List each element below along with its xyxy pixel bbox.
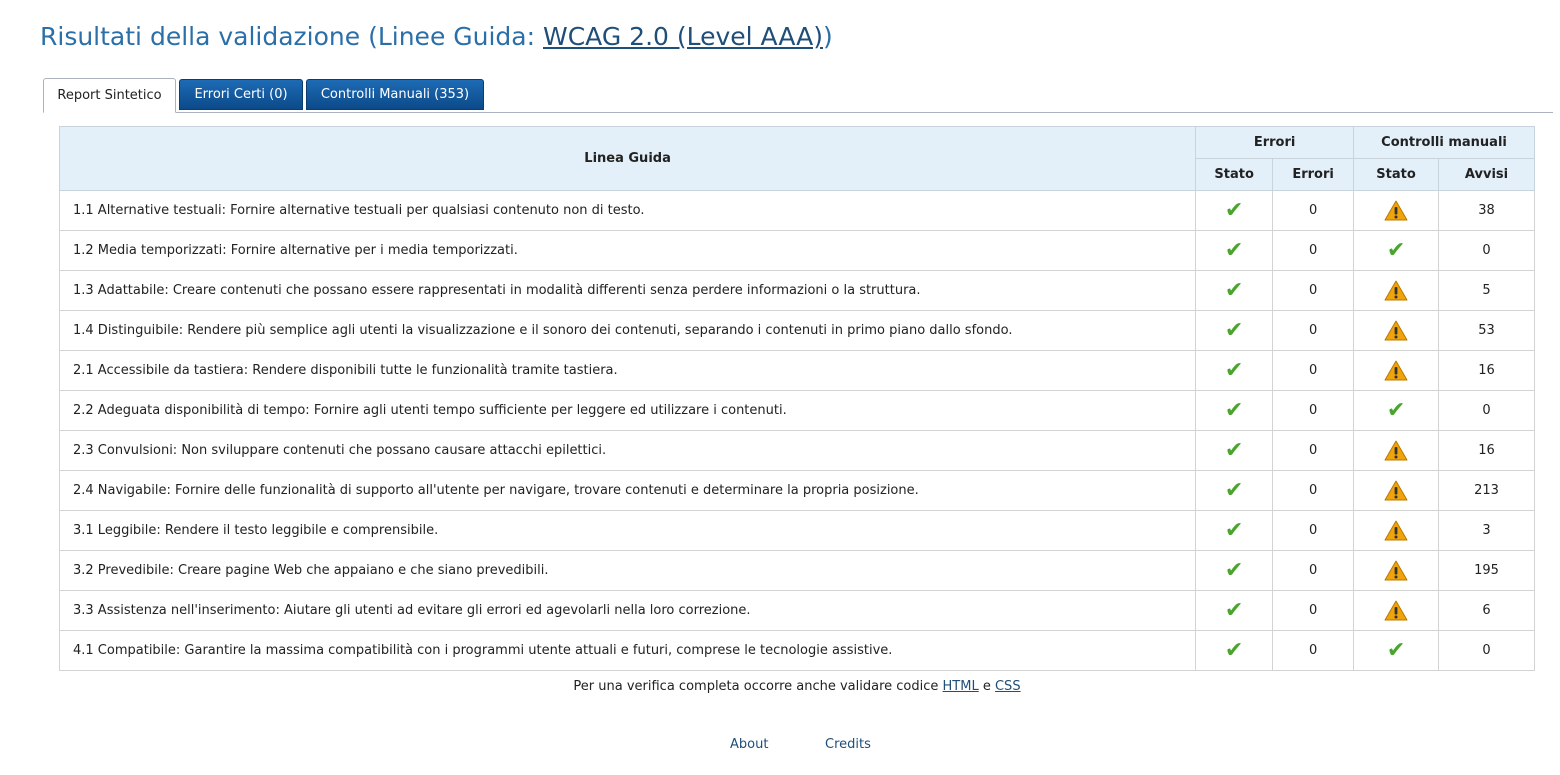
table-row <box>60 511 1535 551</box>
table-row <box>60 591 1535 631</box>
validation-note <box>0 679 1560 694</box>
errors-count-cell: 0 <box>1273 231 1354 271</box>
warnings-count-cell: 0 <box>1439 631 1535 671</box>
tab-report-sintetico[interactable]: Report Sintetico <box>43 78 176 113</box>
warnings-count-cell: 16 <box>1439 351 1535 391</box>
table-row <box>60 431 1535 471</box>
table-row <box>60 311 1535 351</box>
header-stato-errors: Stato <box>1196 159 1273 191</box>
check-icon: ✔ <box>1224 277 1244 303</box>
guideline-cell: 2.4 Navigabile: Fornire delle funzionalità di supporto all'utente per navigare, trovare contenuti e determinare la propria posizione. <box>60 471 1196 511</box>
header-errors-group: Errori <box>1196 127 1354 159</box>
errors-count-cell: 0 <box>1273 511 1354 551</box>
errors-count-cell: 0 <box>1273 431 1354 471</box>
note-and: e <box>978 679 995 694</box>
html-validator-link[interactable]: HTML <box>942 679 979 694</box>
header-guideline: Linea Guida <box>60 127 1196 191</box>
guideline-cell: 1.2 Media temporizzati: Fornire alternative per i media temporizzati. <box>60 231 1196 271</box>
guideline-cell: 1.4 Distinguibile: Rendere più semplice agli utenti la visualizzazione e il sonoro dei contenuti, separando i contenuti in primo piano dallo sfondo. <box>60 311 1196 351</box>
guideline-cell: 2.2 Adeguata disponibilità di tempo: Fornire agli utenti tempo sufficiente per leggere ed utilizzare i contenuti. <box>60 391 1196 431</box>
title-prefix: Risultati della validazione (Linee Guida: <box>40 22 543 51</box>
check-icon: ✔ <box>1224 517 1244 543</box>
tab-errori-certi[interactable]: Errori Certi (0) <box>179 79 303 110</box>
warning-icon <box>1384 560 1408 581</box>
table-row <box>60 551 1535 591</box>
warning-icon <box>1384 200 1408 221</box>
table-row <box>60 271 1535 311</box>
check-icon: ✔ <box>1224 397 1244 423</box>
warnings-count-cell: 5 <box>1439 271 1535 311</box>
status-cell <box>1354 351 1439 391</box>
status-cell <box>1354 511 1439 551</box>
guideline-cell: 2.3 Convulsioni: Non sviluppare contenuti che possano causare attacchi epilettici. <box>60 431 1196 471</box>
table-row <box>60 231 1535 271</box>
summary-table <box>59 126 1535 671</box>
header-stato-manual: Stato <box>1354 159 1439 191</box>
guideline-cell: 1.1 Alternative testuali: Fornire alternative testuali per qualsiasi contenuto non di testo. <box>60 191 1196 231</box>
note-text: Per una verifica completa occorre anche validare codice <box>573 679 943 694</box>
warnings-count-cell: 16 <box>1439 431 1535 471</box>
status-cell <box>1196 511 1273 551</box>
warning-icon <box>1384 520 1408 541</box>
table-row <box>60 191 1535 231</box>
guideline-cell: 3.1 Leggibile: Rendere il testo leggibile e comprensibile. <box>60 511 1196 551</box>
table-row <box>60 351 1535 391</box>
status-cell <box>1196 551 1273 591</box>
check-icon: ✔ <box>1224 437 1244 463</box>
header-errori: Errori <box>1273 159 1354 191</box>
css-validator-link[interactable]: CSS <box>994 679 1021 694</box>
errors-count-cell: 0 <box>1273 471 1354 511</box>
guideline-link[interactable]: WCAG 2.0 (Level AAA) <box>543 22 824 51</box>
header-avvisi: Avvisi <box>1439 159 1535 191</box>
page-title <box>40 22 833 51</box>
check-icon: ✔ <box>1224 597 1244 623</box>
check-icon: ✔ <box>1386 397 1406 423</box>
warnings-count-cell: 195 <box>1439 551 1535 591</box>
about-link[interactable]: About <box>730 737 769 752</box>
check-icon: ✔ <box>1386 637 1406 663</box>
status-cell <box>1354 311 1439 351</box>
guideline-cell: 2.1 Accessibile da tastiera: Rendere disponibili tutte le funzionalità tramite tastiera. <box>60 351 1196 391</box>
table-row <box>60 391 1535 431</box>
tab-controlli-manuali[interactable]: Controlli Manuali (353) <box>306 79 484 110</box>
warnings-count-cell: 3 <box>1439 511 1535 551</box>
status-cell <box>1354 391 1439 431</box>
check-icon: ✔ <box>1224 197 1244 223</box>
warnings-count-cell: 0 <box>1439 391 1535 431</box>
warning-icon <box>1384 440 1408 461</box>
errors-count-cell: 0 <box>1273 351 1354 391</box>
guideline-cell: 4.1 Compatibile: Garantire la massima compatibilità con i programmi utente attuali e futuri, comprese le tecnologie assistive. <box>60 631 1196 671</box>
guideline-cell: 3.3 Assistenza nell'inserimento: Aiutare gli utenti ad evitare gli errori ed agevolarli nella loro correzione. <box>60 591 1196 631</box>
errors-count-cell: 0 <box>1273 391 1354 431</box>
status-cell <box>1196 591 1273 631</box>
status-cell <box>1196 311 1273 351</box>
credits-link[interactable]: Credits <box>825 737 871 752</box>
warnings-count-cell: 213 <box>1439 471 1535 511</box>
warnings-count-cell: 38 <box>1439 191 1535 231</box>
errors-count-cell: 0 <box>1273 191 1354 231</box>
check-icon: ✔ <box>1224 477 1244 503</box>
status-cell <box>1196 271 1273 311</box>
status-cell <box>1354 191 1439 231</box>
guideline-cell: 1.3 Adattabile: Creare contenuti che possano essere rappresentati in modalità differenti senza perdere informazioni o la struttura. <box>60 271 1196 311</box>
warnings-count-cell: 6 <box>1439 591 1535 631</box>
check-icon: ✔ <box>1224 357 1244 383</box>
check-icon: ✔ <box>1224 557 1244 583</box>
check-icon: ✔ <box>1224 237 1244 263</box>
guideline-cell: 3.2 Prevedibile: Creare pagine Web che appaiano e che siano prevedibili. <box>60 551 1196 591</box>
status-cell <box>1196 231 1273 271</box>
tab-bar <box>43 78 1553 113</box>
check-icon: ✔ <box>1224 317 1244 343</box>
errors-count-cell: 0 <box>1273 271 1354 311</box>
status-cell <box>1196 471 1273 511</box>
status-cell <box>1196 191 1273 231</box>
errors-count-cell: 0 <box>1273 591 1354 631</box>
warning-icon <box>1384 280 1408 301</box>
status-cell <box>1196 431 1273 471</box>
status-cell <box>1196 351 1273 391</box>
warnings-count-cell: 0 <box>1439 231 1535 271</box>
warning-icon <box>1384 480 1408 501</box>
status-cell <box>1354 231 1439 271</box>
check-icon: ✔ <box>1224 637 1244 663</box>
status-cell <box>1354 551 1439 591</box>
warnings-count-cell: 53 <box>1439 311 1535 351</box>
warning-icon <box>1384 360 1408 381</box>
errors-count-cell: 0 <box>1273 311 1354 351</box>
table-row <box>60 471 1535 511</box>
warning-icon <box>1384 320 1408 341</box>
status-cell <box>1354 471 1439 511</box>
status-cell <box>1196 631 1273 671</box>
errors-count-cell: 0 <box>1273 551 1354 591</box>
status-cell <box>1354 591 1439 631</box>
check-icon: ✔ <box>1386 237 1406 263</box>
header-manual-group: Controlli manuali <box>1354 127 1535 159</box>
status-cell <box>1354 431 1439 471</box>
status-cell <box>1196 391 1273 431</box>
table-row <box>60 631 1535 671</box>
title-suffix: ) <box>823 22 833 51</box>
status-cell <box>1354 271 1439 311</box>
errors-count-cell: 0 <box>1273 631 1354 671</box>
warning-icon <box>1384 600 1408 621</box>
status-cell <box>1354 631 1439 671</box>
